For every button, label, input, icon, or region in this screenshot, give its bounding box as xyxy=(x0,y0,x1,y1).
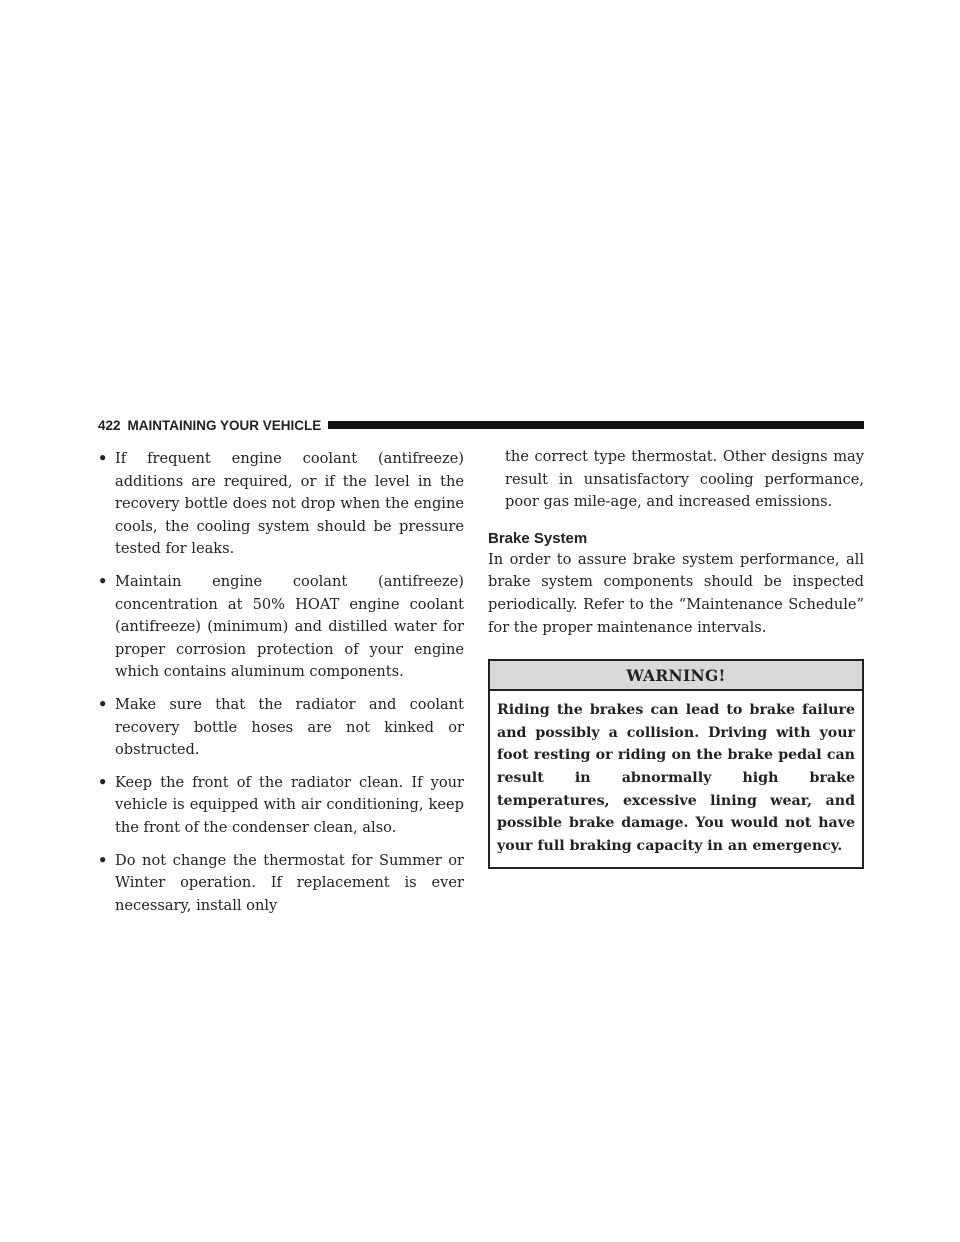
bullet-list xyxy=(98,448,464,917)
page-number: 422 xyxy=(98,417,121,433)
bullet-text: Maintain engine coolant (antifreeze) concentration at 50% HOAT engine coolant (antifreeze) (minimum) and distilled water for proper corrosion protection of your engine which contains aluminum components. xyxy=(115,572,464,681)
bullet-icon: • xyxy=(98,773,108,791)
bullet-text: Keep the front of the radiator clean. If your vehicle is equipped with air conditioning, keep the front of the condenser clean, also. xyxy=(115,773,464,836)
list-item xyxy=(98,694,464,762)
list-item xyxy=(98,772,464,840)
subheading-brake-system: Brake System xyxy=(488,529,588,547)
bullet-icon: • xyxy=(98,695,108,713)
warning-box xyxy=(488,659,864,869)
bullet-icon: • xyxy=(98,450,108,467)
warning-body: Riding the brakes can lead to brake failure and possibly a collision. Driving with your foot resting or riding on the brake pedal can result in abnormally high brake temperatures, excessive lining wear, and possible brake damage. You would not have your full braking capacity in an emergency. xyxy=(497,702,855,854)
warning-title: WARNING! xyxy=(490,661,862,691)
bullet-icon: • xyxy=(98,572,108,590)
brake-paragraph: In order to assure brake system performance, all brake system components should be inspected periodically. Refer to the “Maintenance Schedule” for the proper maintenance intervals. xyxy=(488,550,864,636)
bullet-icon: • xyxy=(98,851,108,869)
bullet-text: If frequent engine coolant (antifreeze) additions are required, or if the level in the recovery bottle does not drop when the engine cools, the cooling system should be pressure tested for leaks. xyxy=(115,450,464,558)
right-column xyxy=(488,446,864,869)
left-column xyxy=(98,448,464,927)
list-item xyxy=(98,571,464,684)
list-item xyxy=(98,448,464,561)
page-header xyxy=(98,416,864,434)
list-item xyxy=(98,850,464,918)
section-title: MAINTAINING YOUR VEHICLE xyxy=(127,417,322,433)
bullet-text: Make sure that the radiator and coolant recovery bottle hoses are not kinked or obstructed. xyxy=(115,695,464,759)
bullet-continuation: the correct type thermostat. Other designs may result in unsatisfactory cooling performance, poor gas mile-age, and increased emissions. xyxy=(505,448,864,511)
header-rule xyxy=(328,421,864,429)
bullet-text: Do not change the thermostat for Summer or Winter operation. If replacement is ever necessary, install only xyxy=(115,851,464,914)
